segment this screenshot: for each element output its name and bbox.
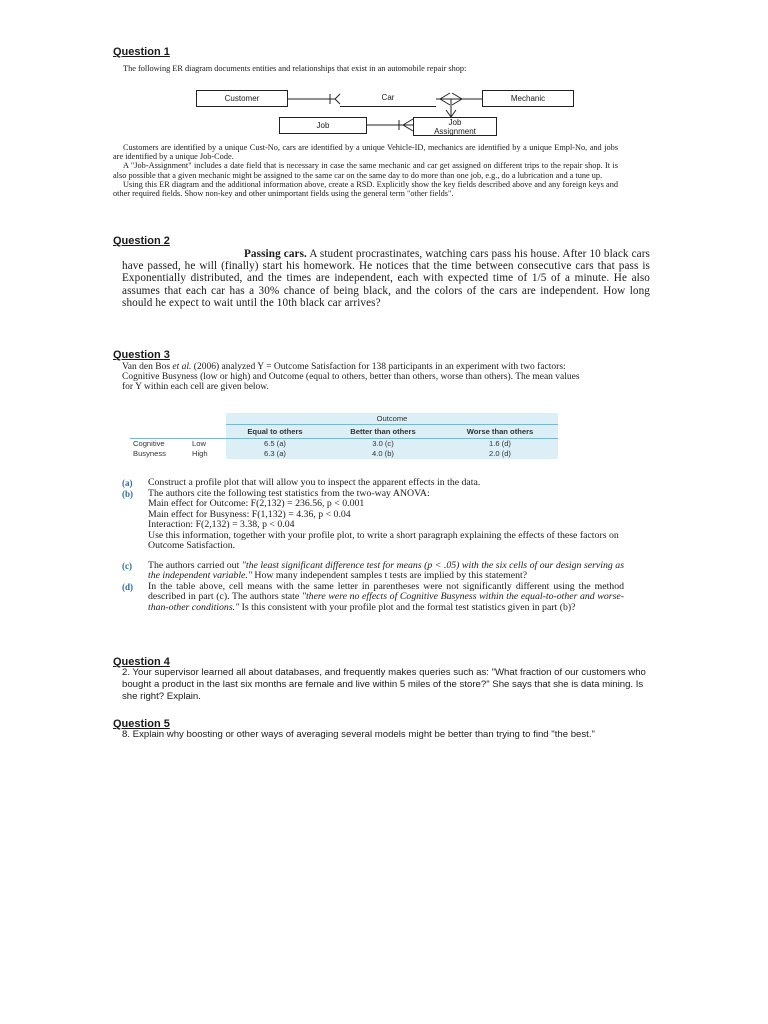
part-d bbox=[122, 582, 624, 614]
entity-mechanic: Mechanic bbox=[482, 90, 574, 107]
table-column-header-row bbox=[130, 425, 558, 439]
q1-intro-text: The following ER diagram documents entities and relationships that exist in an automobile repair shop: bbox=[123, 64, 467, 73]
question-3-intro bbox=[122, 362, 592, 393]
row-level-low: Low bbox=[192, 439, 206, 448]
q2-title: Passing cars. bbox=[244, 248, 307, 260]
cell-high-better: 4.0 (b) bbox=[324, 449, 442, 459]
part-b-end: Use this information, together with your profile plot, to write a short paragraph explaining the effects of these factors on Outcome Satisfaction. bbox=[148, 529, 619, 551]
question-3-heading: Question 3 bbox=[113, 349, 170, 361]
q3-intro-a: Van den Bos bbox=[122, 362, 173, 372]
q3-intro-b: (2006) analyzed Y = Outcome Satisfaction for 138 participants in an experiment with two factors: Cognitive Busyness (low or high) and Outcome (equal to others, better than others, worse than others). The mean values for Y within each cell are given below. bbox=[122, 362, 580, 393]
row-level-high: High bbox=[192, 449, 208, 458]
part-d-quote: "there were no effects of Cognitive Busyness within the equal-to-other and worse-than-other conditions." bbox=[148, 591, 624, 613]
q3-intro-etal: et al. bbox=[172, 362, 192, 372]
row-factor-line1: Cognitive bbox=[133, 439, 165, 448]
entity-car: Car bbox=[340, 90, 436, 107]
part-b-label: (b) bbox=[122, 488, 133, 499]
question-2-body bbox=[122, 248, 650, 309]
cell-high-worse: 2.0 (d) bbox=[442, 449, 558, 459]
part-c bbox=[122, 561, 624, 582]
part-a-text: Construct a profile plot that will allow you to inspect the apparent effects in the data. bbox=[148, 477, 481, 488]
part-d-text-a: In the table above, cell means with the same letter in parentheses were not significantly different using the method described in part (c). The authors state bbox=[148, 580, 624, 602]
part-c-text-a: The authors carried out bbox=[148, 559, 242, 571]
q1-para-3: Using this ER diagram and the additional information above, create a RSD. Explicitly show the key fields described above and any foreign keys and other required fields. Show non-key and other unimportant fields using the general term "other fields". bbox=[113, 179, 618, 199]
part-c-label: (c) bbox=[122, 560, 132, 571]
part-b-stat-1: Main effect for Outcome: F(2,132) = 236.56, p < 0.001 bbox=[148, 498, 365, 509]
part-b-stat-2: Main effect for Busyness: F(1,132) = 4.36, p < 0.04 bbox=[148, 508, 351, 520]
col-header-worse: Worse than others bbox=[442, 425, 558, 439]
part-b bbox=[122, 489, 624, 552]
part-a bbox=[122, 478, 624, 489]
part-c-text-b: How many independent samples t tests are implied by this statement? bbox=[251, 570, 528, 581]
job-assignment-line2: Assignment bbox=[434, 126, 476, 136]
outcome-header: Outcome bbox=[226, 413, 558, 425]
entity-customer: Customer bbox=[196, 90, 288, 107]
q2-text: A student procrastinates, watching cars pass his house. After 10 black cars have passed, he will (finally) start his homework. He notices that the time between consecutive cars that pass is Exponentially distributed, and the times are independent, each with expected time of 1/5 of a minute. He also assumes that each car has a 30% chance of being black, and the colors of the cars are independent. How long should he expect to wait until the 10th black car arrives? bbox=[122, 248, 651, 309]
col-header-better: Better than others bbox=[324, 425, 442, 439]
question-4-heading: Question 4 bbox=[113, 656, 170, 668]
part-b-intro: The authors cite the following test statistics from the two-way ANOVA: bbox=[148, 487, 430, 499]
part-b-stat-3: Interaction: F(2,132) = 3.38, p < 0.04 bbox=[148, 519, 295, 530]
table-row bbox=[130, 449, 558, 459]
question-3-parts bbox=[122, 478, 624, 613]
question-1-heading: Question 1 bbox=[113, 46, 170, 58]
er-diagram bbox=[0, 0, 768, 140]
part-c-quote: "the least significant difference test for means (p < .05) with the six cells of our design serving as the independent variable." bbox=[148, 559, 625, 581]
question-1-body bbox=[113, 143, 618, 198]
cell-low-worse: 1.6 (d) bbox=[442, 438, 558, 449]
part-d-label: (d) bbox=[122, 581, 133, 592]
question-2-heading: Question 2 bbox=[113, 235, 170, 247]
entity-job-assignment bbox=[413, 117, 497, 136]
q1-para-2: A "Job-Assignment" includes a date field that is necessary in case the same mechanic and car get assigned on different trips to the repair shop. It is also possible that a given mechanic might be assigned to the same car on the same day to do more than one job, e.g., do a lubrication and a tune up. bbox=[113, 161, 618, 180]
cell-high-equal: 6.3 (a) bbox=[226, 449, 324, 459]
table-outcome-row bbox=[130, 413, 558, 425]
col-header-equal: Equal to others bbox=[226, 425, 324, 439]
cell-low-better: 3.0 (c) bbox=[324, 438, 442, 449]
cell-means-table bbox=[130, 413, 558, 459]
part-d-text-b: Is this consistent with your profile plot and the formal test statistics given in part (b)? bbox=[239, 601, 576, 613]
question-4-text: 2. Your supervisor learned all about databases, and frequently makes queries such as: "What fraction of our customers who bought a product in the last six months are female and live within 5 miles of the store?" She says that she is data mining. Is she right? Explain. bbox=[122, 667, 646, 703]
part-a-label: (a) bbox=[122, 478, 133, 488]
question-5-heading: Question 5 bbox=[113, 718, 170, 730]
cell-low-equal: 6.5 (a) bbox=[226, 438, 324, 449]
question-5-text: 8. Explain why boosting or other ways of averaging several models might be better than trying to find "the best." bbox=[122, 729, 595, 740]
row-factor-line2: Busyness bbox=[133, 449, 166, 458]
q1-para-1: Customers are identified by a unique Cust-No, cars are identified by a unique Vehicle-ID, mechanics are identified by a unique Empl-No, and jobs are identified by a unique Job-Code. bbox=[113, 143, 618, 162]
er-diagram-lines bbox=[0, 0, 768, 140]
table-row bbox=[130, 438, 558, 449]
job-assignment-line1: Job bbox=[448, 118, 462, 127]
entity-job: Job bbox=[279, 117, 367, 134]
